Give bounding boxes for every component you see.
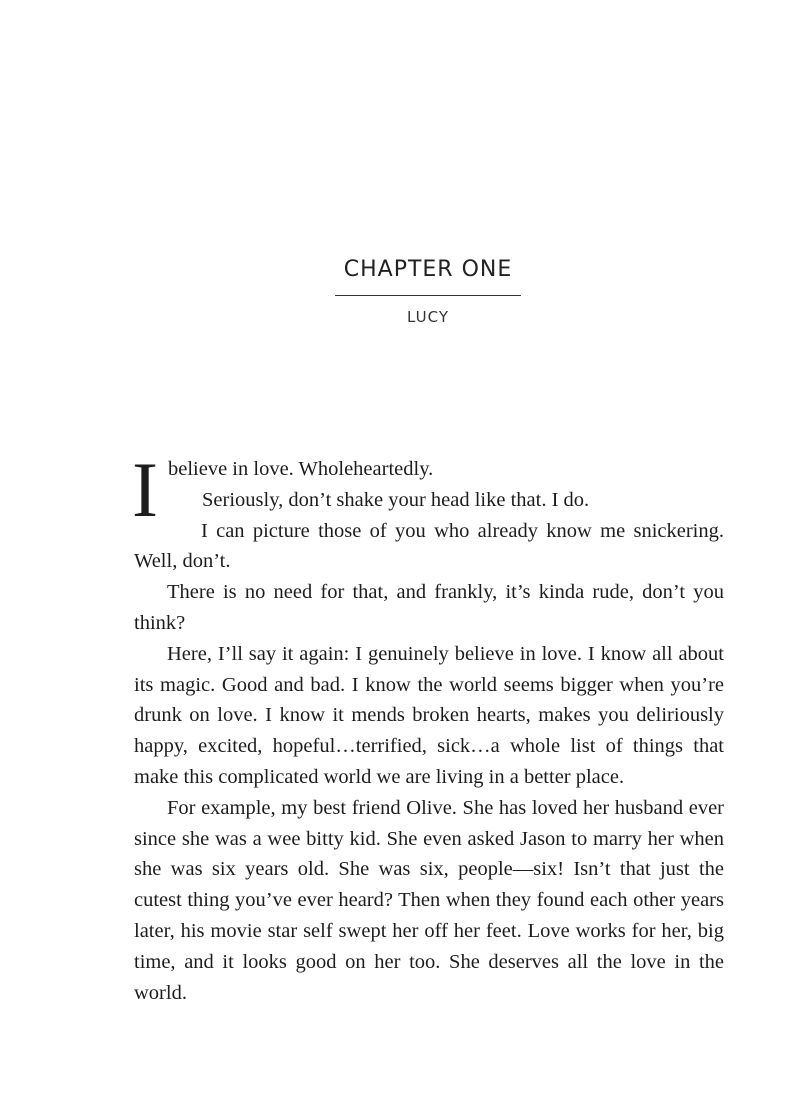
chapter-subtitle: LUCY bbox=[407, 308, 449, 326]
chapter-body bbox=[132, 446, 724, 1008]
paragraph-5: Here, I’ll say it again: I genuinely believe in love. I know all about its magic. Good and bad. I know the world seems bigger when you’re drunk on love. I know it mends broken hearts, makes you deliriously happy, excited, hopeful…terrified, sick…a whole list of things that make this complicated world we are living in a better place. bbox=[134, 642, 724, 788]
paragraph-4: There is no need for that, and frankly, it’s kinda rude, don’t you think? bbox=[134, 581, 724, 634]
paragraph-3: I can picture those of you who already know me snickering. Well, don’t. bbox=[134, 519, 724, 573]
paragraph-6: For example, my best friend Olive. She has loved her husband ever since she was a wee bitty kid. She even asked Jason to marry her when she was six years old. She was six, people—six! Isn’t that just the cutest thing you’ve ever heard? Then when they found each other years later, his movie star self swept her off her feet. Love works for her, big time, and it looks good on her too. She deserves all the love in the world. bbox=[134, 796, 724, 1004]
paragraph-2: Seriously, don’t shake your head like that. I do. bbox=[202, 488, 590, 511]
drop-cap: I bbox=[132, 446, 158, 533]
chapter-heading bbox=[0, 255, 800, 327]
chapter-title: CHAPTER ONE bbox=[343, 257, 513, 282]
paragraph-1-text: believe in love. Wholeheartedly. bbox=[167, 458, 434, 480]
chapter-title-rule bbox=[335, 295, 521, 296]
